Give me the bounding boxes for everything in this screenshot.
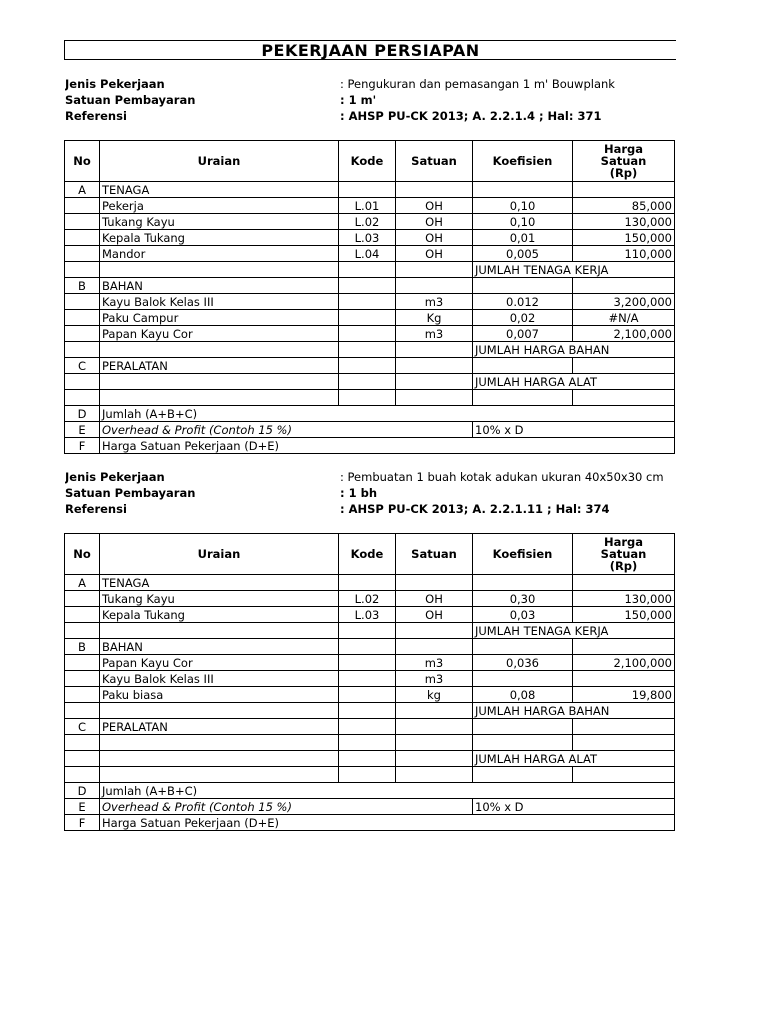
- job1-table: [64, 140, 675, 454]
- job1-info: [65, 76, 675, 124]
- table-row: Tukang Kayu L.02 OH 0,10 130,000: [65, 214, 675, 230]
- summary-row-f: F Harga Satuan Pekerjaan (D+E): [65, 815, 675, 831]
- referensi-value: : AHSP PU-CK 2013; A. 2.2.1.11 ; Hal: 374: [340, 502, 610, 516]
- job1-satuan-row: [65, 92, 675, 108]
- table-header-row: [65, 141, 675, 182]
- referensi-label: Referensi: [65, 502, 127, 516]
- table-row: Paku Campur Kg 0,02 #N/A: [65, 310, 675, 326]
- job2-table: [64, 533, 675, 831]
- jenis-value: : Pengukuran dan pemasangan 1 m' Bouwplank: [340, 77, 615, 91]
- satuan-value: : 1 bh: [340, 486, 378, 500]
- summary-row-f: F Harga Satuan Pekerjaan (D+E): [65, 438, 675, 454]
- section-row-tenaga: A TENAGA: [65, 575, 675, 591]
- total-row-alat: JUMLAH HARGA ALAT: [65, 374, 675, 390]
- section-row-peralatan: C PERALATAN: [65, 358, 675, 374]
- header-kode: Kode: [339, 534, 396, 575]
- table-row: Mandor L.04 OH 0,005 110,000: [65, 246, 675, 262]
- total-row-tenaga: JUMLAH TENAGA KERJA: [65, 623, 675, 639]
- jenis-label: Jenis Pekerjaan: [65, 77, 165, 91]
- table-row: Kayu Balok Kelas III m3 0.012 3,200,000: [65, 294, 675, 310]
- table-row: Paku biasa kg 0,08 19,800: [65, 687, 675, 703]
- jenis-label: Jenis Pekerjaan: [65, 470, 165, 484]
- total-row-tenaga: JUMLAH TENAGA KERJA: [65, 262, 675, 278]
- job2-referensi-row: [65, 501, 675, 517]
- section-row-peralatan: C PERALATAN: [65, 719, 675, 735]
- job1-jenis-row: [65, 76, 675, 92]
- table-row: Kayu Balok Kelas III m3: [65, 671, 675, 687]
- header-harga: Harga Satuan (Rp): [573, 534, 675, 575]
- table-row: Pekerja L.01 OH 0,10 85,000: [65, 198, 675, 214]
- total-row-alat: JUMLAH HARGA ALAT: [65, 751, 675, 767]
- header-uraian: Uraian: [100, 141, 339, 182]
- satuan-label: Satuan Pembayaran: [65, 486, 196, 500]
- table-row: Papan Kayu Cor m3 0,036 2,100,000: [65, 655, 675, 671]
- page-title: PEKERJAAN PERSIAPAN: [64, 40, 676, 60]
- table-row: Tukang Kayu L.02 OH 0,30 130,000: [65, 591, 675, 607]
- referensi-label: Referensi: [65, 109, 127, 123]
- summary-row-e: E Overhead & Profit (Contoh 15 %) 10% x D: [65, 799, 675, 815]
- header-harga: Harga Satuan (Rp): [573, 141, 675, 182]
- table-row: Kepala Tukang L.03 OH 0,01 150,000: [65, 230, 675, 246]
- table-row: Kepala Tukang L.03 OH 0,03 150,000: [65, 607, 675, 623]
- section-row-bahan: B BAHAN: [65, 278, 675, 294]
- summary-row-d: D Jumlah (A+B+C): [65, 783, 675, 799]
- section-row-bahan: B BAHAN: [65, 639, 675, 655]
- header-satuan: Satuan: [396, 141, 473, 182]
- job1-referensi-row: [65, 108, 675, 124]
- summary-row-e: E Overhead & Profit (Contoh 15 %) 10% x D: [65, 422, 675, 438]
- satuan-value: : 1 m': [340, 93, 377, 107]
- blank-row: [65, 735, 675, 751]
- header-koefisien: Koefisien: [473, 534, 573, 575]
- table-row: Papan Kayu Cor m3 0,007 2,100,000: [65, 326, 675, 342]
- satuan-label: Satuan Pembayaran: [65, 93, 196, 107]
- job2-satuan-row: [65, 485, 675, 501]
- referensi-value: : AHSP PU-CK 2013; A. 2.2.1.4 ; Hal: 371: [340, 109, 602, 123]
- total-row-bahan: JUMLAH HARGA BAHAN: [65, 342, 675, 358]
- job2-jenis-row: [65, 469, 675, 485]
- header-kode: Kode: [339, 141, 396, 182]
- blank-row: [65, 767, 675, 783]
- header-no: No: [65, 141, 100, 182]
- header-no: No: [65, 534, 100, 575]
- total-row-bahan: JUMLAH HARGA BAHAN: [65, 703, 675, 719]
- header-uraian: Uraian: [100, 534, 339, 575]
- table-header-row: [65, 534, 675, 575]
- header-koefisien: Koefisien: [473, 141, 573, 182]
- section-row-tenaga: A TENAGA: [65, 182, 675, 198]
- blank-row: [65, 390, 675, 406]
- jenis-value: : Pembuatan 1 buah kotak adukan ukuran 40x50x30 cm: [340, 470, 664, 484]
- job2-info: [65, 469, 675, 517]
- header-satuan: Satuan: [396, 534, 473, 575]
- summary-row-d: D Jumlah (A+B+C): [65, 406, 675, 422]
